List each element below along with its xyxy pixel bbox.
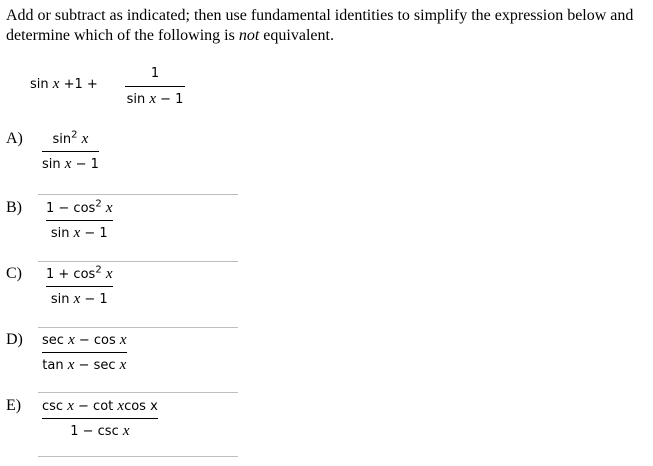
choice-divider <box>38 194 238 195</box>
fraction-bar <box>42 352 127 353</box>
choice-divider <box>38 392 238 393</box>
math-fn: sin <box>30 77 49 92</box>
choice-fraction <box>46 198 113 243</box>
choice-fraction <box>42 396 158 441</box>
fraction-bar <box>46 286 113 287</box>
math-fn: sin <box>52 132 72 147</box>
math-var: x <box>149 91 156 107</box>
math-op: − 1 <box>71 157 99 172</box>
math-op: +1 + <box>59 77 98 92</box>
fraction-numerator <box>42 396 158 416</box>
math-fn: sin <box>50 226 70 241</box>
choice-divider <box>38 456 238 457</box>
math-fn: tan <box>42 358 64 373</box>
question-text-part: equivalent. <box>259 27 334 44</box>
math-op: − sec <box>74 358 116 373</box>
question-text-part: Add or subtract as indicated; then use fundamental identities to simplify the expression below and determine which of the following is <box>6 7 634 44</box>
choice-letter: D) <box>6 331 23 348</box>
fraction-denominator <box>51 289 108 309</box>
math-op: − 1 <box>156 92 184 107</box>
math-exponent: 2 <box>71 129 78 141</box>
question-text <box>6 6 646 46</box>
question-emphasis: not <box>238 27 260 44</box>
fraction-denominator <box>51 223 108 243</box>
fraction-numerator <box>42 330 127 350</box>
choice-divider <box>38 261 238 262</box>
fraction-denominator <box>127 89 184 109</box>
math-var: x <box>64 156 72 172</box>
math-var: x <box>81 131 89 147</box>
math-fn: sin <box>126 92 146 107</box>
choice-letter: C) <box>6 265 22 282</box>
math-var: x <box>105 266 113 282</box>
expression-fraction <box>125 64 185 109</box>
choice-letter: A) <box>6 130 23 147</box>
fraction-bar <box>42 151 99 152</box>
math-exponent: 2 <box>95 198 102 210</box>
math-fn: 1 − cos <box>46 201 96 216</box>
fraction-numerator: 1 <box>150 66 160 81</box>
math-var: x <box>122 423 130 439</box>
choice-divider <box>38 327 238 328</box>
fraction-denominator <box>42 154 99 174</box>
math-var: x <box>67 357 75 373</box>
expression-lhs <box>30 76 98 93</box>
math-fn: sec <box>42 333 64 348</box>
fraction-numerator <box>46 198 113 218</box>
math-fn: sin <box>50 292 70 307</box>
math-var: x <box>117 398 125 414</box>
math-op: − 1 <box>80 226 108 241</box>
math-fn: csc <box>42 399 64 414</box>
choice-letter: B) <box>6 199 22 216</box>
math-var: x <box>52 76 60 92</box>
math-op: − cot <box>73 399 114 414</box>
choice-fraction <box>42 330 127 375</box>
fraction-bar <box>125 86 185 87</box>
math-op: − 1 <box>80 292 108 307</box>
math-var: x <box>119 332 127 348</box>
math-fn: cos x <box>124 399 158 414</box>
fraction-bar <box>46 220 113 221</box>
choice-fraction <box>42 129 99 174</box>
choice-letter: E) <box>6 397 22 414</box>
fraction-numerator <box>46 264 113 284</box>
fraction-denominator <box>42 355 126 375</box>
math-fn: sin <box>42 157 61 172</box>
math-var: x <box>68 332 75 348</box>
math-fn: 1 + cos <box>46 267 96 282</box>
math-var: x <box>105 200 113 216</box>
math-var: x <box>73 291 81 307</box>
math-fn: 1 − csc <box>70 424 119 439</box>
choice-fraction <box>46 264 113 309</box>
math-op: − cos <box>74 333 116 348</box>
math-var: x <box>119 357 127 373</box>
fraction-numerator <box>53 129 89 149</box>
fraction-denominator <box>70 421 129 441</box>
fraction-bar <box>42 418 158 419</box>
math-exponent: 2 <box>95 264 102 276</box>
math-var: x <box>67 398 74 414</box>
math-var: x <box>73 225 81 241</box>
